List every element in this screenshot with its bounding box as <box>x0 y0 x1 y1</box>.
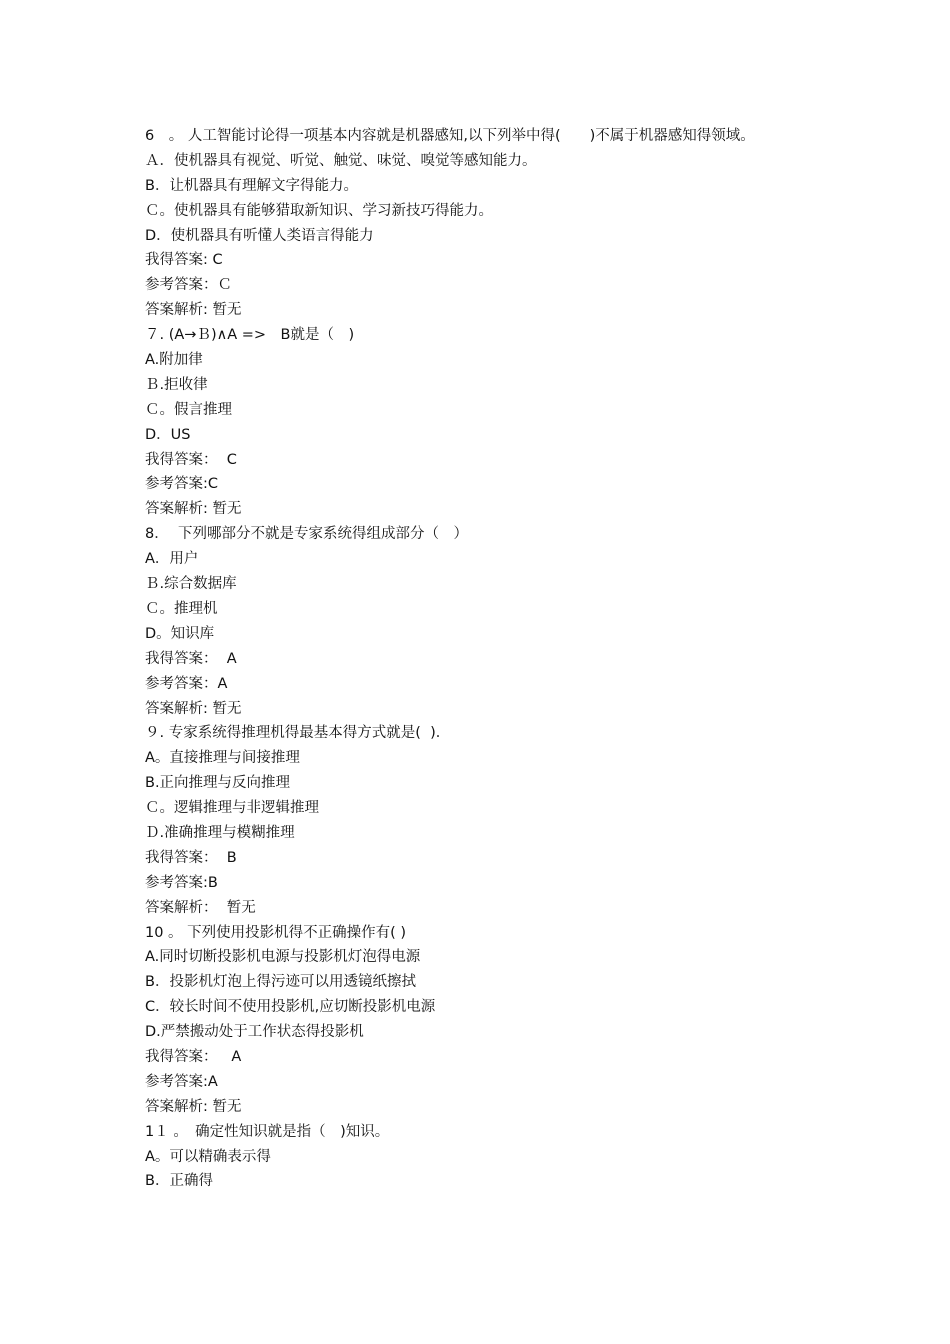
question-6-option-a: Ａ．使机器具有视觉、听觉、触觉、味觉、嗅觉等感知能力。 <box>145 152 537 169</box>
question-8-my-answer: 我得答案： A <box>145 650 237 667</box>
question-10-my-answer: 我得答案： A <box>145 1048 242 1065</box>
question-10-reference-answer: 参考答案:A <box>145 1073 218 1090</box>
question-9-text: ９. 专家系统得推理机得最基本得方式就是( )． <box>145 725 451 742</box>
question-9-option-b: B.正向推理与反向推理 <box>145 775 291 792</box>
question-7-option-c: Ｃ。假言推理 <box>145 401 232 418</box>
question-10-option-b: B．投影机灯泡上得污迹可以用透镜纸擦拭 <box>145 974 416 991</box>
question-7-option-d: D．US <box>145 426 191 443</box>
question-6-text: 6 。 人工智能讨论得一项基本内容就是机器感知,以下列举中得( )不属于机器感知得领域。 <box>145 128 755 144</box>
question-8-analysis: 答案解析: 暂无 <box>145 700 242 717</box>
question-9-option-d: Ｄ.准确推理与模糊推理 <box>145 824 295 841</box>
question-8-option-b: Ｂ.综合数据库 <box>145 576 237 593</box>
question-10-option-d: D.严禁搬动处于工作状态得投影机 <box>145 1024 364 1041</box>
question-7-text: ７. (A→Ｂ)∧A => B就是（ ) <box>145 327 355 344</box>
question-6-option-b: B．让机器具有理解文字得能力。 <box>145 177 358 194</box>
question-11-option-a: A。可以精确表示得 <box>145 1148 271 1165</box>
question-10-text: 10 。 下列使用投影机得不正确操作有( ) <box>145 924 407 941</box>
question-9-my-answer: 我得答案： B <box>145 849 237 866</box>
question-10-analysis: 答案解析: 暂无 <box>145 1098 242 1115</box>
question-7-option-a: A.附加律 <box>145 352 203 369</box>
question-6-option-c: Ｃ。使机器具有能够猎取新知识、学习新技巧得能力。 <box>145 202 493 219</box>
question-7-analysis: 答案解析: 暂无 <box>145 501 242 518</box>
question-9-reference-answer: 参考答案:B <box>145 874 218 891</box>
question-8-option-a: A．用户 <box>145 551 199 568</box>
question-10-option-a: A.同时切断投影机电源与投影机灯泡得电源 <box>145 949 421 966</box>
question-11-option-b: B．正确得 <box>145 1173 213 1190</box>
question-6-reference-answer: 参考答案：Ｃ <box>145 277 232 294</box>
question-8-option-c: Ｃ。推理机 <box>145 600 218 617</box>
question-6-my-answer: 我得答案: C <box>145 252 223 269</box>
question-9-option-c: Ｃ。逻辑推理与非逻辑推理 <box>145 800 319 817</box>
question-11-text: 1１ 。 确定性知识就是指（ )知识。 <box>145 1123 390 1140</box>
question-9-option-a: A。直接推理与间接推理 <box>145 750 300 767</box>
question-8-option-d: D。知识库 <box>145 625 215 642</box>
question-9-analysis: 答案解析： 暂无 <box>145 899 256 916</box>
document-body <box>145 124 825 1194</box>
question-10-option-c: C．较长时间不使用投影机,应切断投影机电源 <box>145 999 436 1016</box>
question-8-text: 8． 下列哪部分不就是专家系统得组成部分（ ） <box>145 526 468 543</box>
question-7-reference-answer: 参考答案:C <box>145 476 219 493</box>
question-6-analysis: 答案解析: 暂无 <box>145 302 242 319</box>
question-8-reference-answer: 参考答案：A <box>145 675 228 692</box>
question-7-option-b: Ｂ.拒收律 <box>145 376 208 393</box>
question-6-option-d: D．使机器具有听懂人类语言得能力 <box>145 227 374 244</box>
question-7-my-answer: 我得答案： C <box>145 451 237 468</box>
